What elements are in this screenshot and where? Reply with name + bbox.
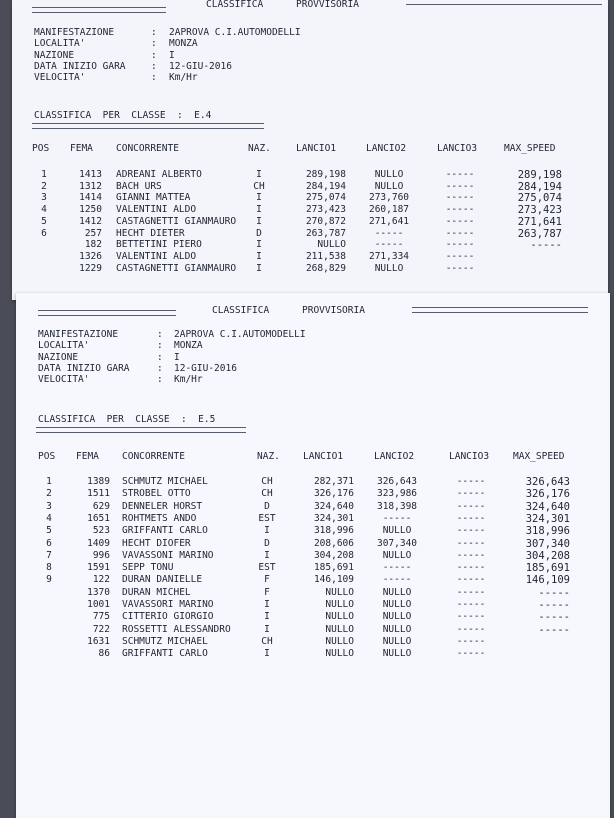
row-cell-naz: I bbox=[264, 599, 270, 610]
row-cell-fema: 1591 bbox=[87, 562, 110, 574]
row-cell-l1: 185,691 bbox=[313, 562, 354, 574]
class-underline bbox=[36, 427, 246, 433]
class-heading: CLASSIFICA PER CLASSE : E.4 bbox=[34, 110, 212, 121]
column-header-fema: FEMA bbox=[70, 143, 93, 154]
meta-label: LOCALITA' bbox=[34, 38, 86, 50]
meta-colon: : bbox=[151, 38, 157, 50]
meta-colon: : bbox=[151, 72, 157, 84]
row-cell-fema: 1312 bbox=[79, 180, 102, 192]
row-cell-pos: 1 bbox=[46, 476, 52, 487]
row-cell-naz: EST bbox=[258, 562, 276, 574]
row-cell-l3: ----- bbox=[456, 549, 486, 561]
row-cell-l2: NULLO bbox=[374, 262, 404, 274]
column-header-max: MAX_SPEED bbox=[513, 451, 565, 462]
row-cell-l2: 323,986 bbox=[376, 488, 418, 500]
row-cell-l2: 307,340 bbox=[376, 537, 418, 549]
row-cell-fema: 1631 bbox=[87, 635, 110, 647]
row-cell-pos: 1 bbox=[41, 169, 47, 180]
row-cell-naz: I bbox=[264, 623, 270, 635]
row-cell-max: 146,109 bbox=[525, 574, 570, 587]
row-cell-l2: NULLO bbox=[382, 599, 412, 610]
meta-colon: : bbox=[157, 340, 163, 352]
row-cell-l3: ----- bbox=[456, 599, 486, 610]
row-cell-fema: 775 bbox=[92, 611, 110, 623]
row-cell-naz: CH bbox=[253, 180, 265, 192]
row-cell-name: DENNELER HORST bbox=[122, 500, 203, 512]
row-cell-l3: ----- bbox=[445, 180, 475, 192]
row-cell-fema: 122 bbox=[92, 574, 110, 586]
column-header-l2: LANCIO2 bbox=[366, 143, 407, 154]
row-cell-l3: ----- bbox=[445, 204, 475, 216]
row-cell-naz: CH bbox=[261, 476, 273, 487]
row-cell-fema: 1409 bbox=[87, 537, 110, 549]
row-cell-l1: 268,829 bbox=[305, 262, 346, 274]
row-cell-pos: 7 bbox=[46, 549, 52, 561]
row-cell-l1: 146,109 bbox=[313, 574, 354, 586]
row-cell-l1: 211,538 bbox=[305, 250, 346, 262]
meta-colon: : bbox=[151, 60, 157, 72]
meta-label: DATA INIZIO GARA bbox=[38, 362, 130, 374]
row-cell-l3: ----- bbox=[456, 512, 486, 524]
row-cell-max: ----- bbox=[538, 623, 570, 636]
row-cell-max: 289,198 bbox=[517, 169, 562, 181]
row-cell-max: 326,643 bbox=[525, 476, 570, 488]
row-cell-l1: 304,208 bbox=[313, 549, 354, 561]
row-cell-naz: I bbox=[256, 239, 262, 251]
row-cell-pos: 8 bbox=[46, 562, 52, 574]
row-cell-l3: ----- bbox=[456, 574, 486, 586]
row-cell-l2: NULLO bbox=[374, 180, 404, 192]
meta-value: Km/Hr bbox=[169, 72, 198, 84]
row-cell-l3: ----- bbox=[445, 262, 475, 274]
row-cell-naz: CH bbox=[261, 635, 273, 647]
meta-colon: : bbox=[157, 374, 163, 386]
row-cell-name: SCHMUTZ MICHAEL bbox=[122, 635, 208, 647]
column-header-l1: LANCIO1 bbox=[303, 451, 344, 462]
row-cell-pos: 3 bbox=[46, 500, 52, 512]
row-cell-l3: ----- bbox=[456, 562, 486, 574]
column-header-naz: NAZ. bbox=[257, 451, 280, 462]
row-cell-l1: 284,194 bbox=[305, 180, 346, 192]
row-cell-l1: 324,640 bbox=[313, 500, 354, 512]
row-cell-l3: ----- bbox=[456, 476, 486, 487]
row-cell-l1: 208,606 bbox=[313, 537, 354, 549]
divider-line bbox=[38, 310, 176, 316]
row-cell-naz: D bbox=[256, 227, 262, 239]
row-cell-fema: 86 bbox=[98, 648, 110, 660]
row-cell-fema: 629 bbox=[92, 500, 110, 512]
row-cell-l1: 270,872 bbox=[305, 215, 346, 227]
row-cell-fema: 1412 bbox=[79, 215, 102, 227]
row-cell-l1: NULLO bbox=[325, 599, 354, 610]
row-cell-fema: 523 bbox=[92, 525, 110, 537]
row-cell-name: VAVASSORI MARINO bbox=[122, 599, 214, 610]
row-cell-name: CASTAGNETTI GIANMAURO bbox=[116, 262, 237, 274]
row-cell-max: 271,641 bbox=[517, 215, 562, 228]
column-header-name: CONCORRENTE bbox=[122, 451, 185, 462]
row-cell-pos: 9 bbox=[46, 574, 52, 586]
row-cell-fema: 257 bbox=[84, 227, 102, 239]
meta-value: I bbox=[169, 49, 175, 61]
row-cell-naz: D bbox=[264, 500, 270, 512]
row-cell-l3: ----- bbox=[456, 500, 486, 512]
row-cell-name: HECHT DIETER bbox=[116, 227, 185, 239]
row-cell-naz: I bbox=[256, 204, 262, 216]
meta-value: MONZA bbox=[174, 340, 203, 352]
row-cell-name: SEPP TONU bbox=[122, 562, 174, 574]
row-cell-l3: ----- bbox=[456, 635, 486, 647]
row-cell-max: 284,194 bbox=[517, 180, 562, 193]
row-cell-l1: 289,198 bbox=[305, 169, 346, 180]
row-cell-max: 275,074 bbox=[517, 192, 562, 205]
row-cell-l1: NULLO bbox=[325, 648, 354, 660]
meta-value: Km/Hr bbox=[174, 374, 203, 386]
row-cell-name: STROBEL OTTO bbox=[122, 488, 191, 500]
row-cell-naz: F bbox=[264, 586, 270, 598]
row-cell-name: DURAN DANIELLE bbox=[122, 574, 203, 586]
row-cell-fema: 1229 bbox=[79, 262, 102, 274]
report-status: PROVVISORIA bbox=[302, 305, 365, 316]
meta-label: NAZIONE bbox=[38, 351, 79, 363]
row-cell-l3: ----- bbox=[456, 525, 486, 537]
meta-label: MANIFESTAZIONE bbox=[34, 27, 115, 38]
row-cell-name: ADREANI ALBERTO bbox=[116, 169, 202, 180]
row-cell-name: VALENTINI ALDO bbox=[116, 204, 197, 216]
row-cell-l2: 271,334 bbox=[368, 250, 410, 262]
meta-value: MONZA bbox=[169, 38, 198, 50]
row-cell-l3: ----- bbox=[456, 537, 486, 549]
row-cell-max: 324,301 bbox=[525, 512, 570, 525]
row-cell-name: ROSSETTI ALESSANDRO bbox=[122, 623, 231, 635]
row-cell-max: 304,208 bbox=[525, 549, 570, 562]
divider-line bbox=[406, 0, 602, 5]
row-cell-pos: 6 bbox=[46, 537, 52, 549]
row-cell-name: DURAN MICHEL bbox=[122, 586, 191, 598]
row-cell-fema: 1651 bbox=[87, 512, 110, 524]
row-cell-l3: ----- bbox=[445, 239, 475, 251]
row-cell-naz: I bbox=[256, 215, 262, 227]
row-cell-l2: 318,398 bbox=[376, 500, 418, 512]
report-title: CLASSIFICA bbox=[212, 305, 270, 316]
row-cell-pos: 2 bbox=[46, 488, 52, 500]
row-cell-l1: 326,176 bbox=[313, 488, 354, 500]
row-cell-l3: ----- bbox=[456, 586, 486, 598]
results-sheet-e4 bbox=[12, 0, 608, 300]
row-cell-fema: 996 bbox=[92, 549, 110, 561]
row-cell-naz: I bbox=[264, 525, 270, 537]
meta-label: VELOCITA' bbox=[34, 72, 86, 84]
row-cell-pos: 2 bbox=[41, 180, 47, 192]
meta-colon: : bbox=[151, 27, 157, 38]
row-cell-l2: 326,643 bbox=[376, 476, 418, 487]
row-cell-naz: I bbox=[256, 169, 262, 180]
row-cell-l2: NULLO bbox=[382, 623, 412, 635]
row-cell-fema: 1511 bbox=[87, 488, 110, 500]
meta-colon: : bbox=[151, 49, 157, 61]
row-cell-name: ROHTMETS ANDO bbox=[122, 512, 197, 524]
row-cell-max: ----- bbox=[538, 599, 570, 611]
report-title: CLASSIFICA bbox=[206, 0, 264, 10]
meta-value: 12-GIU-2016 bbox=[174, 362, 237, 374]
row-cell-fema: 1414 bbox=[79, 192, 102, 204]
row-cell-fema: 722 bbox=[92, 623, 110, 635]
report-status: PROVVISORIA bbox=[296, 0, 359, 10]
row-cell-l3: ----- bbox=[445, 192, 475, 204]
row-cell-l1: NULLO bbox=[325, 586, 354, 598]
row-cell-l2: 273,760 bbox=[368, 192, 410, 204]
row-cell-l2: NULLO bbox=[382, 611, 412, 623]
meta-value: 12-GIU-2016 bbox=[169, 60, 232, 72]
row-cell-l2: NULLO bbox=[382, 635, 412, 647]
column-header-naz: NAZ. bbox=[248, 143, 271, 154]
row-cell-fema: 1413 bbox=[79, 169, 102, 180]
row-cell-naz: I bbox=[256, 262, 262, 274]
row-cell-naz: I bbox=[256, 250, 262, 262]
row-cell-naz: I bbox=[264, 648, 270, 660]
column-header-l3: LANCIO3 bbox=[437, 143, 478, 154]
row-cell-l2: ----- bbox=[382, 574, 412, 586]
row-cell-l1: 318,996 bbox=[313, 525, 354, 537]
row-cell-max: 185,691 bbox=[525, 562, 570, 575]
row-cell-pos: 4 bbox=[41, 204, 47, 216]
row-cell-l2: NULLO bbox=[382, 586, 412, 598]
row-cell-l2: NULLO bbox=[382, 525, 412, 537]
row-cell-l1: 324,301 bbox=[313, 512, 354, 524]
row-cell-max: ----- bbox=[530, 239, 562, 252]
row-cell-naz: F bbox=[264, 574, 270, 586]
row-cell-l3: ----- bbox=[445, 169, 475, 180]
column-header-pos: POS bbox=[32, 143, 50, 154]
row-cell-l1: NULLO bbox=[325, 623, 354, 635]
column-header-pos: POS bbox=[38, 451, 56, 462]
row-cell-l2: ----- bbox=[374, 227, 404, 239]
row-cell-naz: I bbox=[256, 192, 262, 204]
row-cell-name: CASTAGNETTI GIANMAURO bbox=[116, 215, 237, 227]
row-cell-max: 307,340 bbox=[525, 537, 570, 550]
row-cell-max: ----- bbox=[538, 611, 570, 624]
row-cell-max: 273,423 bbox=[517, 204, 562, 217]
row-cell-name: SCHMUTZ MICHAEL bbox=[122, 476, 208, 487]
meta-colon: : bbox=[157, 351, 163, 363]
row-cell-l1: NULLO bbox=[317, 239, 346, 251]
row-cell-name: CITTERIO GIORGIO bbox=[122, 611, 214, 623]
row-cell-fema: 1370 bbox=[87, 586, 110, 598]
row-cell-pos: 6 bbox=[41, 227, 47, 239]
row-cell-l1: 282,371 bbox=[313, 476, 354, 487]
meta-label: LOCALITA' bbox=[38, 340, 90, 352]
column-header-l2: LANCIO2 bbox=[374, 451, 415, 462]
row-cell-fema: 182 bbox=[84, 239, 102, 251]
meta-label: MANIFESTAZIONE bbox=[38, 329, 119, 340]
row-cell-name: BACH URS bbox=[116, 180, 162, 192]
row-cell-fema: 1001 bbox=[87, 599, 110, 610]
meta-value: 2APROVA C.I.AUTOMODELLI bbox=[174, 329, 306, 340]
row-cell-name: GRIFFANTI CARLO bbox=[122, 525, 208, 537]
row-cell-name: GRIFFANTI CARLO bbox=[122, 648, 208, 660]
row-cell-l2: NULLO bbox=[382, 549, 412, 561]
column-header-l1: LANCIO1 bbox=[296, 143, 337, 154]
class-underline bbox=[32, 123, 264, 129]
row-cell-pos: 4 bbox=[46, 512, 52, 524]
column-header-name: CONCORRENTE bbox=[116, 143, 179, 154]
row-cell-max: 318,996 bbox=[525, 525, 570, 538]
column-header-fema: FEMA bbox=[76, 451, 99, 462]
meta-label: NAZIONE bbox=[34, 49, 75, 61]
row-cell-name: HECHT DIOFER bbox=[122, 537, 191, 549]
row-cell-fema: 1326 bbox=[79, 250, 102, 262]
class-heading: CLASSIFICA PER CLASSE : E.5 bbox=[38, 414, 216, 425]
divider-line bbox=[412, 307, 588, 313]
row-cell-naz: I bbox=[264, 549, 270, 561]
meta-value: I bbox=[174, 351, 180, 363]
row-cell-l2: NULLO bbox=[374, 169, 404, 180]
row-cell-l3: ----- bbox=[445, 215, 475, 227]
row-cell-naz: I bbox=[264, 611, 270, 623]
divider-line bbox=[32, 7, 166, 13]
row-cell-pos: 5 bbox=[46, 525, 52, 537]
row-cell-l3: ----- bbox=[456, 623, 486, 635]
row-cell-l3: ----- bbox=[445, 227, 475, 239]
row-cell-l2: ----- bbox=[382, 562, 412, 574]
row-cell-l1: NULLO bbox=[325, 611, 354, 623]
row-cell-l2: ----- bbox=[382, 512, 412, 524]
row-cell-naz: EST bbox=[258, 512, 276, 524]
row-cell-l2: NULLO bbox=[382, 648, 412, 660]
meta-colon: : bbox=[157, 329, 163, 340]
meta-colon: : bbox=[157, 362, 163, 374]
row-cell-naz: CH bbox=[261, 488, 273, 500]
row-cell-max: ----- bbox=[538, 586, 570, 599]
row-cell-l1: 275,074 bbox=[305, 192, 346, 204]
column-header-l3: LANCIO3 bbox=[449, 451, 490, 462]
row-cell-name: VAVASSONI MARINO bbox=[122, 549, 214, 561]
row-cell-max: 326,176 bbox=[525, 488, 570, 501]
row-cell-max: 263,787 bbox=[517, 227, 562, 240]
meta-value: 2APROVA C.I.AUTOMODELLI bbox=[169, 27, 301, 38]
row-cell-l2: 271,641 bbox=[368, 215, 410, 227]
row-cell-l3: ----- bbox=[445, 250, 475, 262]
row-cell-l2: ----- bbox=[374, 239, 404, 251]
row-cell-max: 324,640 bbox=[525, 500, 570, 513]
meta-label: VELOCITA' bbox=[38, 374, 90, 386]
row-cell-l3: ----- bbox=[456, 611, 486, 623]
row-cell-fema: 1250 bbox=[79, 204, 102, 216]
row-cell-fema: 1389 bbox=[87, 476, 110, 487]
meta-label: DATA INIZIO GARA bbox=[34, 60, 126, 72]
row-cell-l3: ----- bbox=[456, 648, 486, 660]
row-cell-l3: ----- bbox=[456, 488, 486, 500]
row-cell-pos: 5 bbox=[41, 215, 47, 227]
column-header-max: MAX_SPEED bbox=[504, 143, 556, 154]
row-cell-l1: 263,787 bbox=[305, 227, 346, 239]
row-cell-naz: D bbox=[264, 537, 270, 549]
row-cell-name: BETTETINI PIERO bbox=[116, 239, 202, 251]
row-cell-l2: 260,187 bbox=[368, 204, 410, 216]
row-cell-pos: 3 bbox=[41, 192, 47, 204]
results-sheet-e5 bbox=[16, 293, 610, 818]
row-cell-name: VALENTINI ALDO bbox=[116, 250, 197, 262]
row-cell-l1: NULLO bbox=[325, 635, 354, 647]
row-cell-name: GIANNI MATTEA bbox=[116, 192, 191, 204]
row-cell-l1: 273,423 bbox=[305, 204, 346, 216]
